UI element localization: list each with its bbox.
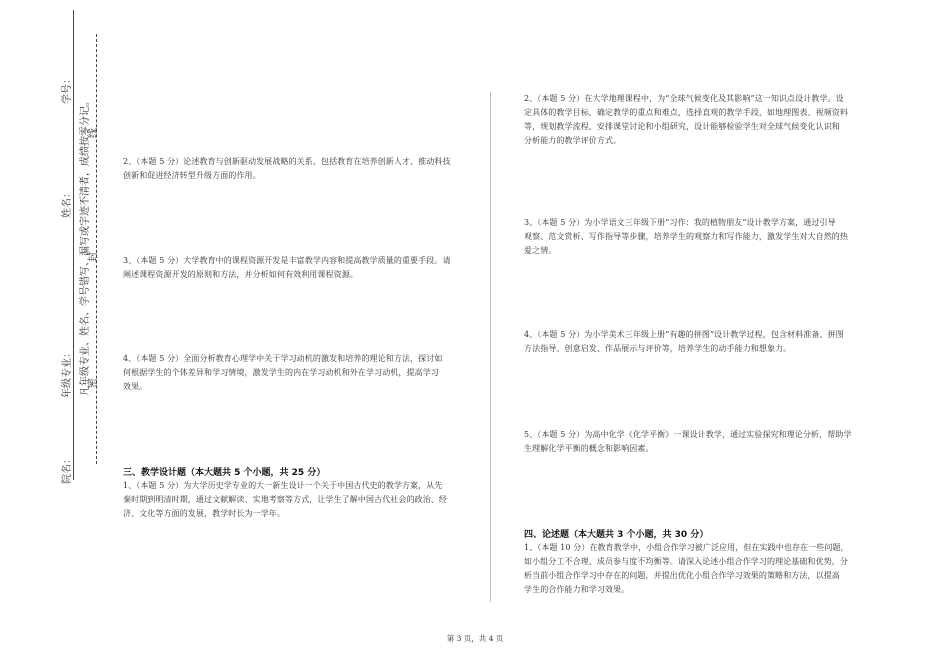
question-line: 秦时期到明清时期，通过文献解读、实地考察等方式，让学生了解中国古代社会的政治、经	[123, 495, 447, 504]
student-id-label: 学号：	[62, 74, 73, 104]
question-line: 2、（本题 5 分）论述教育与创新驱动发展战略的关系，包括教育在培养创新人才、推动科技	[123, 157, 451, 166]
question-line: 方法指导、创意启发、作品展示与评价等，培养学生的动手能力和想象力。	[524, 344, 792, 353]
section-3-question-5	[524, 428, 864, 456]
question-line: 爱之情。	[524, 246, 557, 255]
question-line: 4、（本题 5 分）为小学美术三年级上册“有趣的拼图”设计教学过程，包含材料准备、拼图	[524, 330, 844, 339]
question-line: 济、文化等方面的发展，教学时长为一学年。	[123, 509, 285, 518]
question-line: 5、（本题 5 分）为高中化学《化学平衡》一课设计教学，通过实验探究和理论分析，帮助学	[524, 430, 852, 439]
section-4-title: 四、论述题（本大题共 3 个小题，共 30 分）	[524, 530, 709, 540]
question-line: 等，规划教学流程，安排课堂讨论和小组研究，设计能够检验学生对全球气候变化认识和	[524, 122, 840, 131]
section-3-question-2	[524, 92, 864, 148]
question-line: 学生的合作能力和学习效果。	[524, 585, 630, 594]
question-2-left	[123, 155, 473, 183]
question-line: 创新和促进经济转型升级方面的作用。	[123, 171, 261, 180]
seal-char-feng: 封	[88, 252, 99, 262]
question-4-left	[123, 352, 473, 394]
question-line: 阐述课程资源开发的原则和方法，并分析如何有效利用课程资源。	[123, 270, 358, 279]
seal-char-mi: 密	[88, 378, 99, 388]
margin-dashed-line	[96, 34, 97, 464]
question-line: 何根据学生的个体差异和学习情境，激发学生的内在学习动机和外在学习动机，提高学习	[123, 368, 439, 377]
question-line: 4、（本题 5 分）全面分析教育心理学中关于学习动机的激发和培养的理论和方法，探讨如	[123, 354, 443, 363]
question-line: 3、（本题 5 分）大学教育中的课程资源开发是丰富教学内容和提高教学质量的重要手段。请	[123, 256, 451, 265]
question-line: 1、（本题 5 分）为大学历史学专业的大一新生设计一个关于中国古代史的教学方案，从先	[123, 481, 443, 490]
section-3-question-1	[123, 479, 473, 521]
column-divider	[490, 92, 491, 602]
section-3-question-4	[524, 328, 864, 356]
question-3-left	[123, 254, 473, 282]
question-line: 分析能力的教学评价方式。	[524, 136, 622, 145]
binding-margin	[0, 0, 110, 672]
margin-instruction: 凡年级专业、姓名、学号错写、漏写或字迹不清者，成绩按零分记。	[80, 96, 91, 396]
question-line: 生理解化学平衡的概念和影响因素。	[524, 444, 654, 453]
question-line: 效果。	[123, 382, 148, 391]
name-label: 姓名：	[62, 188, 73, 218]
section-3-question-3	[524, 216, 864, 258]
question-line: 如小组分工不合理、成员参与度不均衡等。请深入论述小组合作学习的理论基础和优势，分	[524, 557, 848, 566]
seal-char-xian: 线	[88, 128, 99, 138]
question-line: 1、（本题 10 分）在教育教学中，小组合作学习被广泛应用，但在实践中也存在一些问题，	[524, 543, 849, 552]
question-line: 析当前小组合作学习中存在的问题，并提出优化小组合作学习效果的策略和方法，以提高	[524, 571, 840, 580]
question-line: 观察、范文赏析、写作指导等步骤，培养学生的观察力和写作能力，激发学生对大自然的热	[524, 232, 848, 241]
question-line: 3、（本题 5 分）为小学语文三年级下册“习作：我的植物朋友”设计教学方案，通过引导	[524, 218, 836, 227]
class-label: 年级专业：	[62, 348, 73, 398]
question-line: 定具体的教学目标，确定教学的重点和难点，选择直观的教学手段，如地理图表、视频资料	[524, 108, 848, 117]
school-label: 院名：	[62, 454, 73, 484]
section-3-title: 三、教学设计题（本大题共 5 个小题，共 25 分）	[123, 468, 326, 478]
question-line: 2、（本题 5 分）在大学地理课程中，为“全球气候变化及其影响”这一知识点设计教学。设	[524, 94, 844, 103]
page-footer: 第 3 页，共 4 页	[446, 634, 504, 643]
section-4-question-1	[524, 541, 864, 597]
